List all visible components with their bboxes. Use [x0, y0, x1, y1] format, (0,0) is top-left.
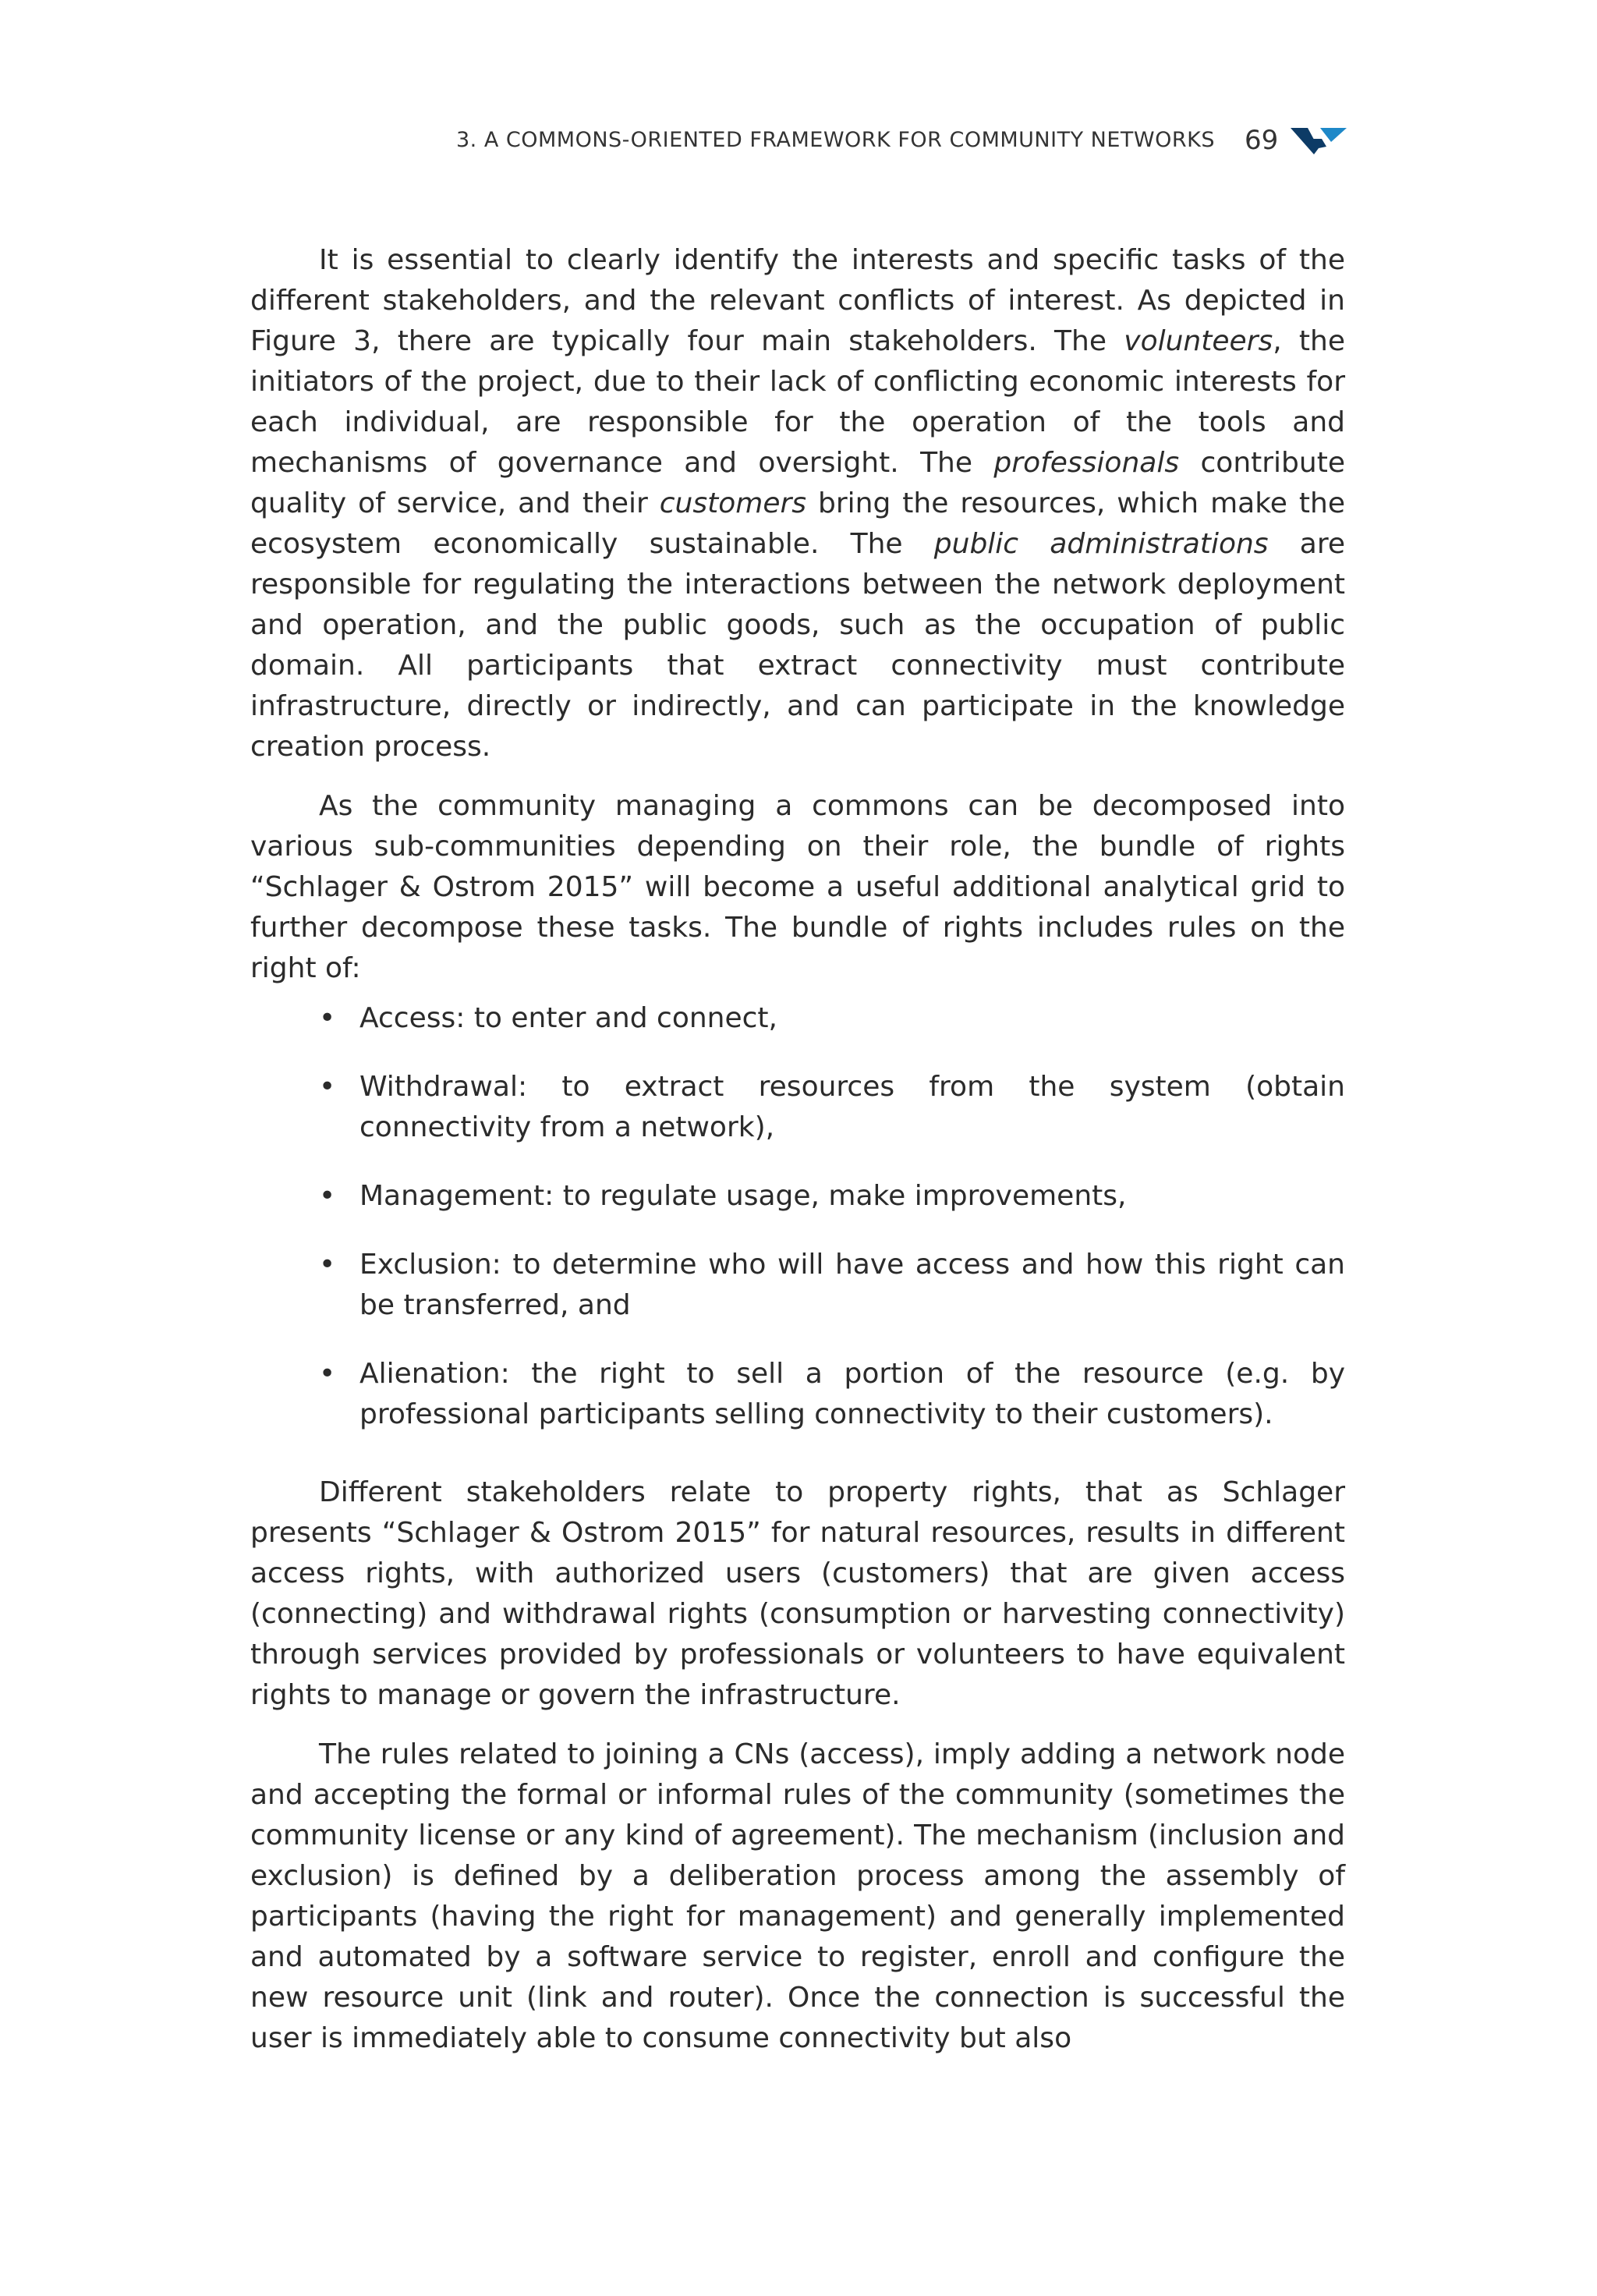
list-item	[250, 1067, 1345, 1148]
bullet-icon: •	[319, 1180, 336, 1212]
bullet-icon: •	[319, 1071, 336, 1103]
list-item	[250, 1354, 1345, 1435]
list-item	[250, 998, 1345, 1039]
text-run: , the initiators of the project, due to their lack of conflicting economic interests for each individual, are responsible for the operation of the tools and mechanisms of governance and oversight. The	[250, 325, 1345, 479]
list-item-text: Management: to regulate usage, make improvements,	[359, 1180, 1127, 1212]
bullet-icon: •	[319, 1002, 336, 1034]
list-item-text: Exclusion: to determine who will have access and how this right can be transferred, and	[359, 1249, 1345, 1321]
page-number: 69	[1245, 125, 1279, 156]
emphasis-professionals: professionals	[993, 447, 1180, 479]
bullet-icon: •	[319, 1358, 336, 1390]
emphasis-public-administrations: public administrations	[933, 528, 1269, 560]
logo-light-shape	[1320, 128, 1347, 142]
text-run: bring the resources, which make the ecosystem economically sustainable. The	[250, 487, 1345, 560]
text-run: are responsible for regulating the interactions between the network deployment and operation, and the public goods, such as the occupation of public domain. All participants that extract connectivity must contribute infrastructure, directly or indirectly, and can participate in the knowledge creation process.	[250, 528, 1345, 763]
emphasis-volunteers: volunteers	[1124, 325, 1273, 357]
body-text	[250, 240, 1345, 2059]
text-run: contribute quality of service, and their	[250, 447, 1345, 519]
paragraph-stakeholders	[250, 240, 1345, 767]
paragraph-bundle-of-rights: As the community managing a commons can be decomposed into various sub-communities depending on their role, the bundle of rights “Schlager & Ostrom 2015” will become a useful additional analytical grid to further decompose these tasks. The bundle of rights includes rules on the right of:	[250, 790, 1345, 984]
list-item	[250, 1176, 1345, 1217]
list-item-text: Alienation: the right to sell a portion of the resource (e.g. by professional participants selling connectivity to their customers).	[359, 1358, 1345, 1430]
list-item-text: Access: to enter and connect,	[359, 1002, 777, 1034]
paragraph-joining-rules: The rules related to joining a CNs (access), imply adding a network node and accepting the formal or informal rules of the community (sometimes the community license or any kind of agreement). The mechanism (inclusion and exclusion) is defined by a deliberation process among the assembly of participants (having the right for management) and generally implemented and automated by a software service to register, enroll and configure the new resource unit (link and router). Once the connection is successful the user is immediately able to consume connectivity but also	[250, 1738, 1345, 2054]
list-item-text: Withdrawal: to extract resources from the system (obtain connectivity from a network),	[359, 1071, 1345, 1143]
emphasis-customers: customers	[659, 487, 807, 519]
text-run: It is essential to clearly identify the interests and specific tasks of the different stakeholders, and the relevant conflicts of interest. As depicted in Figure 3, there are typically four main stakeholders. The	[250, 244, 1345, 357]
bullet-icon: •	[319, 1249, 336, 1281]
rights-bullet-list	[250, 998, 1345, 1435]
running-header-title: 3. A COMMONS-ORIENTED FRAMEWORK FOR COMMUNITY NETWORKS	[456, 128, 1215, 152]
publisher-logo-icon	[1291, 125, 1347, 156]
list-item	[250, 1245, 1345, 1326]
paragraph-property-rights: Different stakeholders relate to property rights, that as Schlager presents “Schlager & Ostrom 2015” for natural resources, results in different access rights, with authorized users (customers) that are given access (connecting) and withdrawal rights (consumption or harvesting connectivity) through services provided by professionals or volunteers to have equivalent rights to manage or govern the infrastructure.	[250, 1476, 1345, 1711]
